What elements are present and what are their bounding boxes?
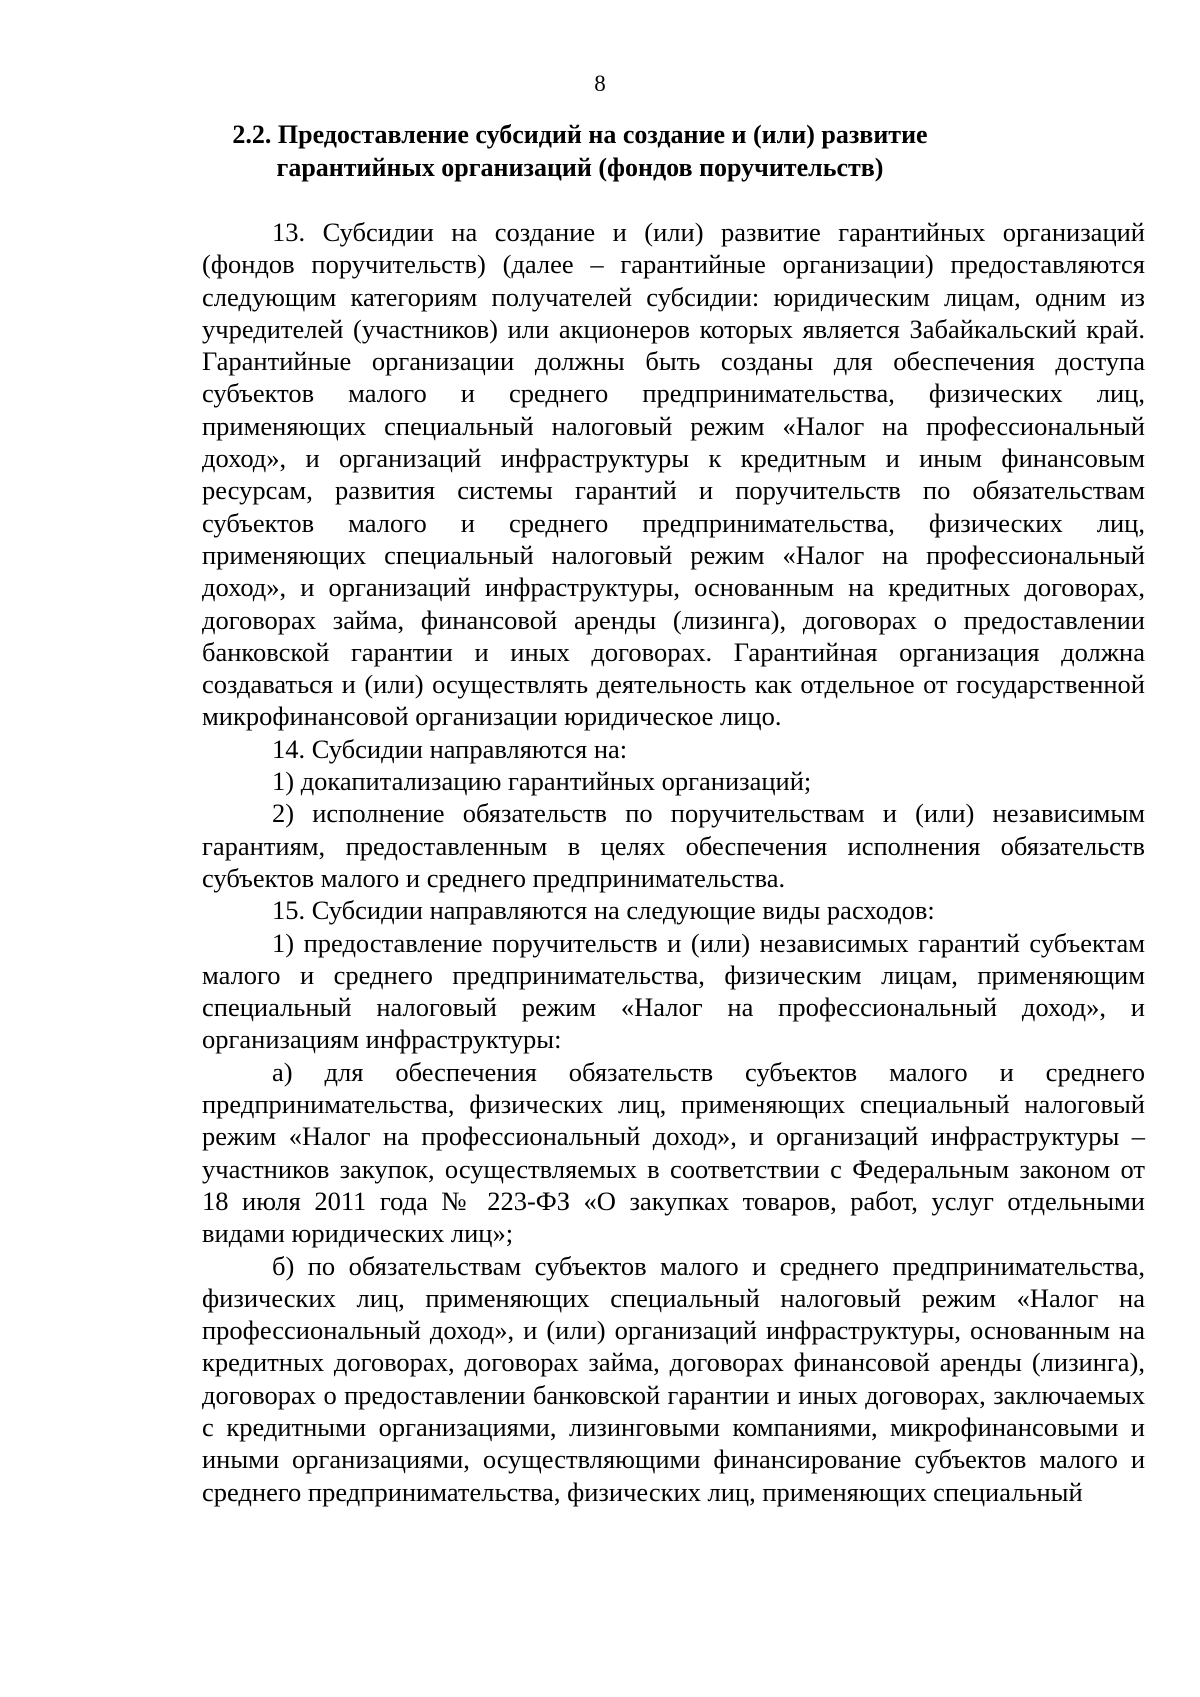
paragraph-15: 15. Субсидии направляются на следующие виды расходов:: [272, 895, 935, 926]
paragraph-13: 13. Субсидии на создание и (или) развитие гарантийных организаций (фондов поручительств) (далее – гарантийные организации) предоставляются следующим категориям получателей субсидии: юридическим лицам, одним из учредителей (участников) или акционеров которых является Забайкальский край. Гарантийные организации должны быть созданы для обеспечения доступа субъектов малого и среднего предпринимательства, физических лиц, применяющих специальный налоговый режим «Налог на профессиональный доход», и организаций инфраструктуры к кредитным и иным финансовым ресурсам, развития системы гарантий и поручительств по обязательствам субъектов малого и среднего предпринимательства, физических лиц, применяющих специальный налоговый режим «Налог на профессиональный доход», и организаций инфраструктуры, основанным на кредитных договорах, договорах займа, финансовой аренды (лизинга), договорах о предоставлении банковской гарантии и иных договорах. Гарантийная организация должна создаваться и (или) осуществлять деятельность как отдельное от государственной микрофинансовой организации юридическое лицо.: [202, 217, 1145, 732]
paragraph-15-item-1a: а) для обеспечения обязательств субъектов малого и среднего предпринимательства, физических лиц, применяющих специальный налоговый режим «Налог на профессиональный доход», и организаций инфраструктуры – участников закупок, осуществляемых в соответствии с Федеральным законом от 18 июля 2011 года № 223-ФЗ «О закупках товаров, работ, услуг отдельными видами юридических лиц»;: [202, 1056, 1145, 1249]
section-title: 2.2. Предоставление субсидий на создание и (или) развитие гарантийных организаций (фондов поручительств): [232, 120, 928, 182]
page-number: 8: [594, 71, 606, 96]
paragraph-14-item-1: 1) докапитализацию гарантийных организаций;: [272, 766, 812, 797]
paragraph-15-item-1: 1) предоставление поручительств и (или) независимых гарантий субъектам малого и среднего предпринимательства, физическим лицам, применяющим специальный налоговый режим «Налог на профессиональный доход», и организациям инфраструктуры:: [202, 927, 1145, 1055]
paragraph-14-item-2: 2) исполнение обязательств по поручительствам и (или) независимым гарантиям, предоставленным в целях обеспечения исполнения обязательств субъектов малого и среднего предпринимательства.: [202, 798, 1145, 893]
paragraph-15-item-1b: б) по обязательствам субъектов малого и среднего предпринимательства, физических лиц, применяющих специальный налоговый режим «Налог на профессиональный доход», и (или) организаций инфраструктуры, основанным на кредитных договорах, договорах займа, договорах финансовой аренды (лизинга), договорах о предоставлении банковской гарантии и иных договорах, заключаемых с кредитными организациями, лизинговыми компаниями, микрофинансовыми и иными организациями, осуществляющими финансирование субъектов малого и среднего предпринимательства, физических лиц, применяющих специальный: [202, 1250, 1145, 1507]
paragraph-14: 14. Субсидии направляются на:: [272, 733, 628, 764]
document-body: [202, 216, 1145, 1508]
